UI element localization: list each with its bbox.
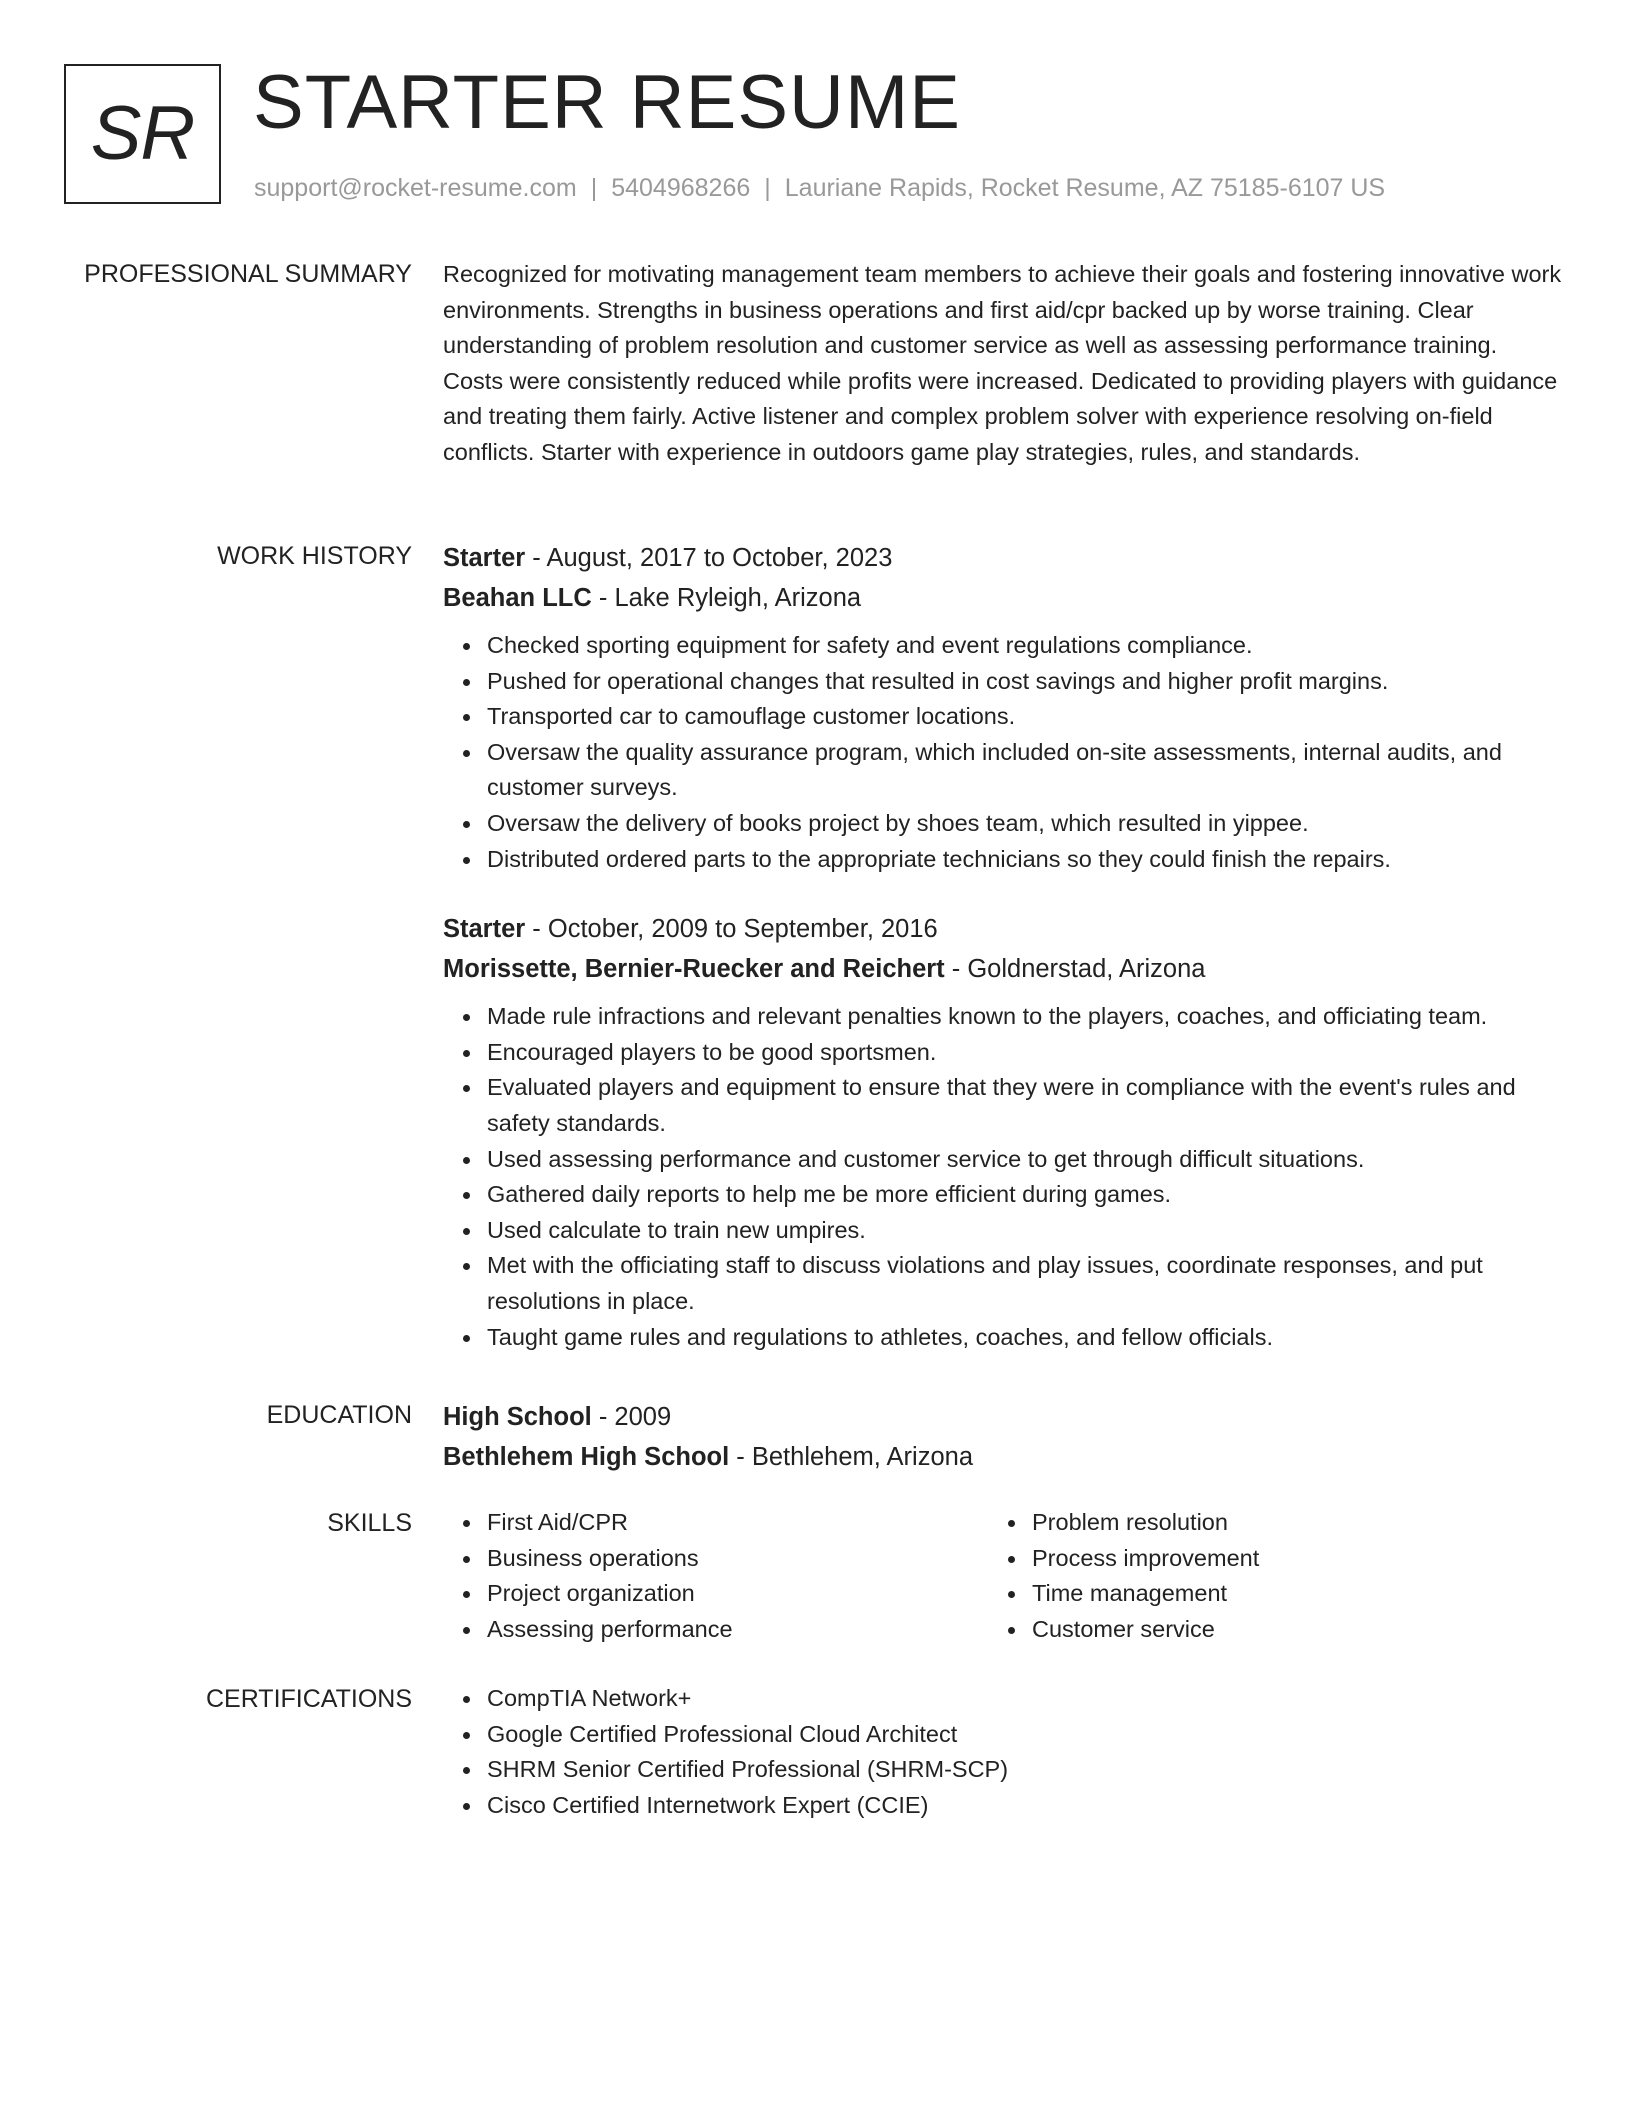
education-year: - 2009 bbox=[591, 1403, 672, 1431]
skills-column-left bbox=[443, 1505, 733, 1647]
job-duty-item: Made rule infractions and relevant penalties known to the players, coaches, and officiating team. bbox=[487, 999, 1563, 1035]
certification-item: Cisco Certified Internetwork Expert (CCIE) bbox=[487, 1788, 1563, 1824]
job-duty-item: Oversaw the delivery of books project by shoes team, which resulted in yippee. bbox=[487, 806, 1563, 842]
job-duty-item: Distributed ordered parts to the appropriate technicians so they could finish the repairs. bbox=[487, 842, 1563, 878]
skill-item: Assessing performance bbox=[487, 1612, 733, 1648]
monogram-logo: SR bbox=[64, 64, 221, 204]
job-duty-item: Evaluated players and equipment to ensure that they were in compliance with the event's rules and safety standards. bbox=[487, 1070, 1563, 1141]
education-degree: High School bbox=[443, 1403, 592, 1431]
job-duties bbox=[443, 628, 1563, 877]
skills-list bbox=[443, 1505, 733, 1647]
skill-item: Customer service bbox=[1032, 1612, 1259, 1648]
certification-item: CompTIA Network+ bbox=[487, 1681, 1563, 1717]
job-duty-item: Used assessing performance and customer service to get through difficult situations. bbox=[487, 1142, 1563, 1178]
certifications-list bbox=[443, 1681, 1563, 1823]
contact-separator: | bbox=[590, 174, 598, 202]
contact-address: Lauriane Rapids, Rocket Resume, AZ 75185-6107 US bbox=[784, 174, 1386, 202]
job-title-line bbox=[443, 538, 1563, 578]
job-dates: - October, 2009 to September, 2016 bbox=[525, 915, 938, 944]
job-duty-item: Encouraged players to be good sportsmen. bbox=[487, 1035, 1563, 1071]
job-title-line bbox=[443, 909, 1563, 949]
section-heading-summary: PROFESSIONAL SUMMARY bbox=[84, 260, 412, 288]
skill-item: Business operations bbox=[487, 1541, 733, 1577]
job-location: - Goldnerstad, Arizona bbox=[944, 955, 1206, 984]
job-duty-item: Oversaw the quality assurance program, which included on-site assessments, internal audits, and customer surveys. bbox=[487, 735, 1563, 806]
job-duty-item: Transported car to camouflage customer locations. bbox=[487, 699, 1563, 735]
job-duty-item: Gathered daily reports to help me be more efficient during games. bbox=[487, 1177, 1563, 1213]
job-location: - Lake Ryleigh, Arizona bbox=[591, 584, 862, 612]
job-duty-item: Taught game rules and regulations to athletes, coaches, and fellow officials. bbox=[487, 1320, 1563, 1356]
section-heading-work-history: WORK HISTORY bbox=[217, 542, 412, 570]
education-location: - Bethlehem, Arizona bbox=[729, 1443, 973, 1471]
certification-item: Google Certified Professional Cloud Architect bbox=[487, 1717, 1563, 1753]
skills-body bbox=[443, 1505, 1563, 1655]
job-company: Beahan LLC bbox=[443, 584, 592, 612]
contact-line bbox=[254, 173, 1385, 203]
certifications-body bbox=[443, 1681, 1563, 1823]
skills-list bbox=[988, 1505, 1259, 1647]
section-heading-education: EDUCATION bbox=[266, 1401, 412, 1429]
resume-name: STARTER RESUME bbox=[253, 60, 961, 145]
contact-phone[interactable]: 5404968266 bbox=[611, 174, 751, 202]
skill-item: Process improvement bbox=[1032, 1541, 1259, 1577]
education-entry bbox=[443, 1397, 1563, 1477]
job-entry bbox=[443, 538, 1563, 877]
skill-item: Problem resolution bbox=[1032, 1505, 1259, 1541]
section-heading-certifications: CERTIFICATIONS bbox=[205, 1685, 412, 1713]
job-duty-item: Met with the officiating staff to discuss violations and play issues, coordinate responses, and put resolutions in place. bbox=[487, 1248, 1563, 1319]
job-list bbox=[443, 538, 1563, 1355]
section-heading-skills: SKILLS bbox=[327, 1509, 412, 1537]
job-duty-item: Pushed for operational changes that resulted in cost savings and higher profit margins. bbox=[487, 664, 1563, 700]
job-entry bbox=[443, 909, 1563, 1355]
education-school: Bethlehem High School bbox=[443, 1443, 730, 1471]
education-school-line bbox=[443, 1437, 1563, 1477]
job-duty-item: Used calculate to train new umpires. bbox=[487, 1213, 1563, 1249]
job-company-line bbox=[443, 949, 1563, 989]
skill-item: Project organization bbox=[487, 1576, 733, 1612]
job-company: Morissette, Bernier-Ruecker and Reichert bbox=[443, 955, 945, 984]
job-dates: - August, 2017 to October, 2023 bbox=[525, 544, 893, 572]
summary-text: Recognized for motivating management team members to achieve their goals and fostering innovative work environments. Strengths in business operations and first aid/cpr backed up by worse training. Clear understanding of problem resolution and customer service as well as assessing performance training. Costs were consistently reduced while profits were increased. Dedicated to providing players with guidance and treating them fairly. Active listener and complex problem solver with experience resolving on-field conflicts. Starter with experience in outdoors game play strategies, rules, and standards. bbox=[443, 261, 1562, 465]
job-title: Starter bbox=[443, 544, 526, 572]
job-duties bbox=[443, 999, 1563, 1355]
resume-header bbox=[64, 60, 1584, 214]
job-company-line bbox=[443, 578, 1563, 618]
job-title: Starter bbox=[443, 915, 526, 944]
education-degree-line bbox=[443, 1397, 1563, 1437]
skill-item: Time management bbox=[1032, 1576, 1259, 1612]
contact-email[interactable]: support@rocket-resume.com bbox=[254, 174, 577, 202]
contact-separator: | bbox=[764, 174, 771, 202]
skills-column-right bbox=[988, 1505, 1259, 1647]
certification-item: SHRM Senior Certified Professional (SHRM-SCP) bbox=[487, 1752, 1563, 1788]
job-duty-item: Checked sporting equipment for safety and event regulations compliance. bbox=[487, 628, 1563, 664]
skills-columns bbox=[443, 1505, 1563, 1655]
skill-item: First Aid/CPR bbox=[487, 1505, 733, 1541]
